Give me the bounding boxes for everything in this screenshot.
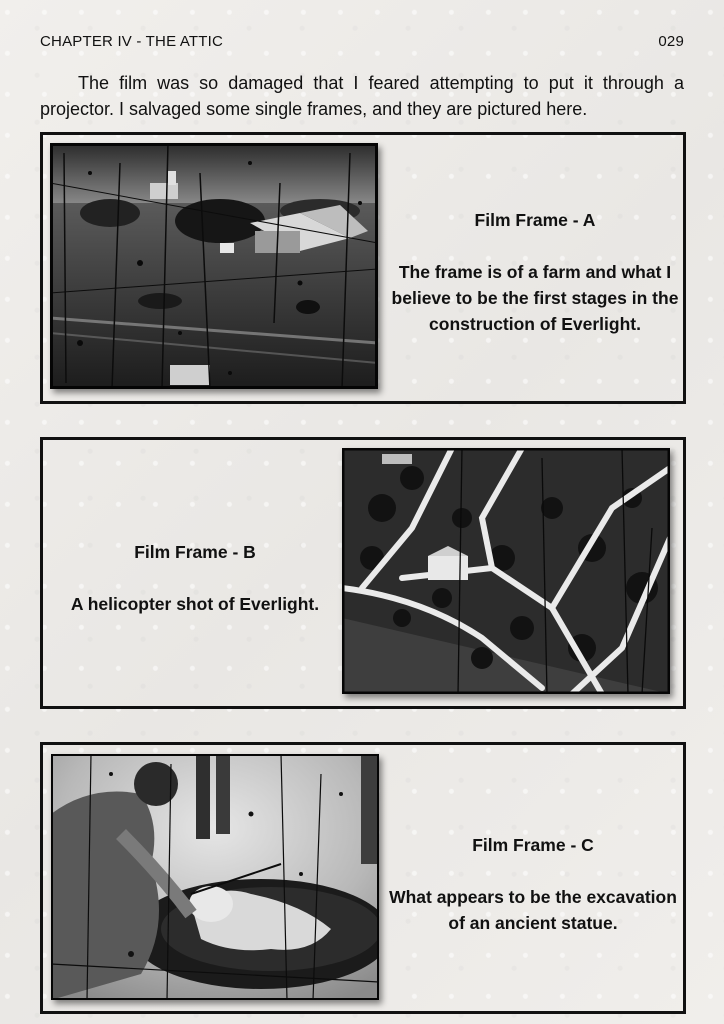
film-frame-c-photo	[51, 754, 379, 1000]
film-frame-a-title: Film Frame - A	[474, 210, 596, 230]
film-frame-a-box	[40, 132, 686, 404]
film-frame-b-caption	[55, 539, 335, 617]
intro-paragraph: The film was so damaged that I feared attempting to put it through a projector. I salvaged some single frames, and they are pictured here.	[40, 73, 684, 119]
film-frame-c-description: What appears to be the excavation of an ancient statue.	[389, 887, 677, 933]
page-number: 029	[658, 33, 684, 50]
film-frame-b-description: A helicopter shot of Everlight.	[70, 594, 320, 614]
film-frame-c-title: Film Frame - C	[472, 835, 594, 855]
chapter-heading: CHAPTER IV - THE ATTIC	[40, 33, 224, 50]
film-frame-b-photo	[342, 448, 670, 694]
film-frame-c-box	[40, 742, 686, 1014]
film-frame-a-photo	[50, 143, 378, 389]
film-frame-b-box	[40, 437, 686, 709]
film-frame-c-caption	[387, 832, 679, 936]
film-frame-a-description: The frame is of a farm and what I believe to be the first stages in the construction of Everlight.	[391, 262, 679, 334]
film-frame-b-title: Film Frame - B	[134, 542, 256, 562]
film-frame-a-caption	[387, 207, 683, 337]
